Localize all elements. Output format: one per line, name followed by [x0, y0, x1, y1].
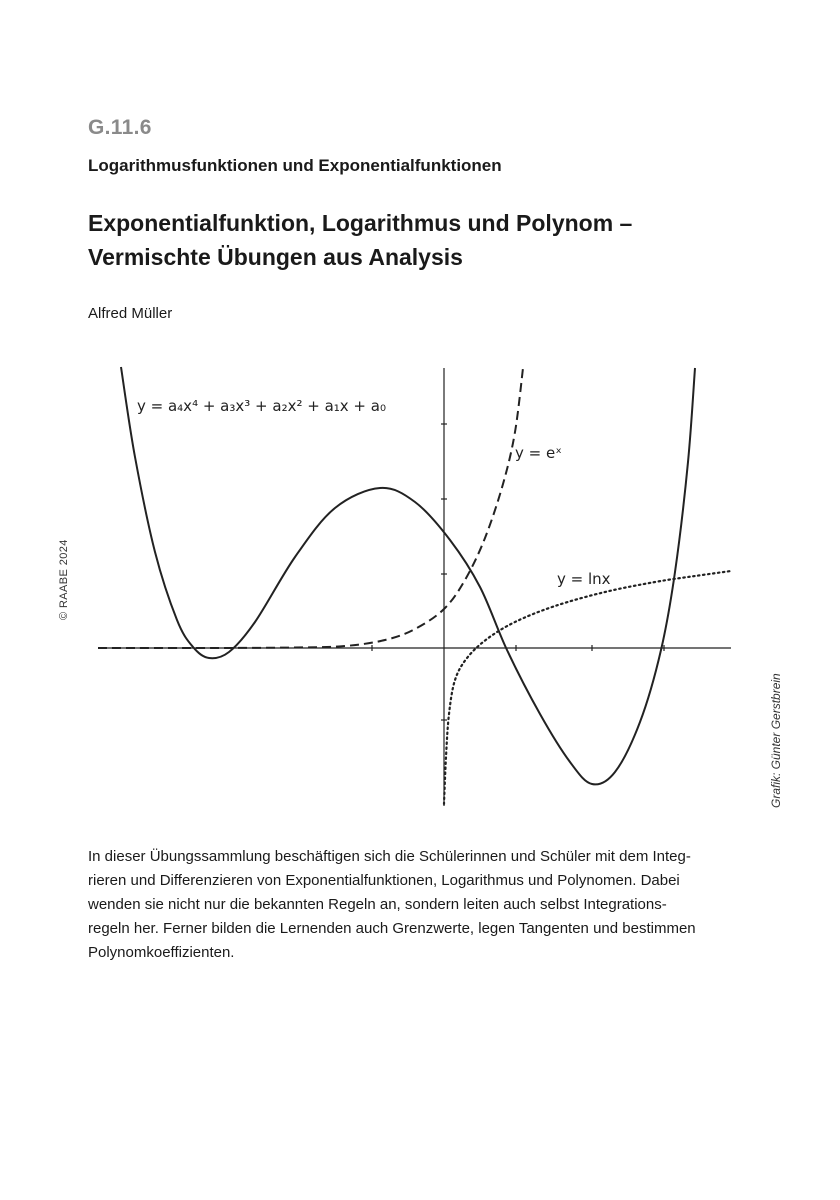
intro-line: regeln her. Ferner bilden die Lernenden auch Grenzwerte, legen Tangenten und bestimmen: [88, 920, 696, 937]
intro-line: wenden sie nicht nur die bekannten Regeln an, sondern leiten auch selbst Integrations-: [88, 896, 667, 913]
exponential-label: y = eˣ: [515, 444, 562, 462]
function-graph: [95, 362, 735, 812]
author-name: Alfred Müller: [88, 305, 173, 322]
main-title: [88, 206, 768, 274]
section-title: Logarithmusfunktionen und Exponentialfunktionen: [88, 156, 502, 175]
intro-line: Polynomkoeffizienten.: [88, 944, 235, 961]
copyright-notice: © RAABE 2024: [58, 539, 70, 620]
logarithm-label: y = lnx: [557, 570, 611, 588]
logarithm-curve: [444, 571, 731, 804]
intro-line: In dieser Übungssammlung beschäftigen sich die Schülerinnen und Schüler mit dem Integ-: [88, 848, 691, 865]
axis-ticks: [372, 424, 664, 720]
main-title-line-2: Vermischte Übungen aus Analysis: [88, 244, 463, 270]
polynomial-label: y = a₄x⁴ + a₃x³ + a₂x² + a₁x + a₀: [137, 397, 386, 415]
intro-text: [88, 845, 738, 965]
main-title-line-1: Exponentialfunktion, Logarithmus und Polynom –: [88, 210, 633, 236]
axes: [98, 368, 731, 806]
intro-line: rieren und Differenzieren von Exponentialfunktionen, Logarithmus und Polynomen. Dabei: [88, 872, 680, 889]
graphic-credit: Grafik: Günter Gerstbrein: [769, 673, 783, 808]
section-code: G.11.6: [88, 116, 152, 139]
